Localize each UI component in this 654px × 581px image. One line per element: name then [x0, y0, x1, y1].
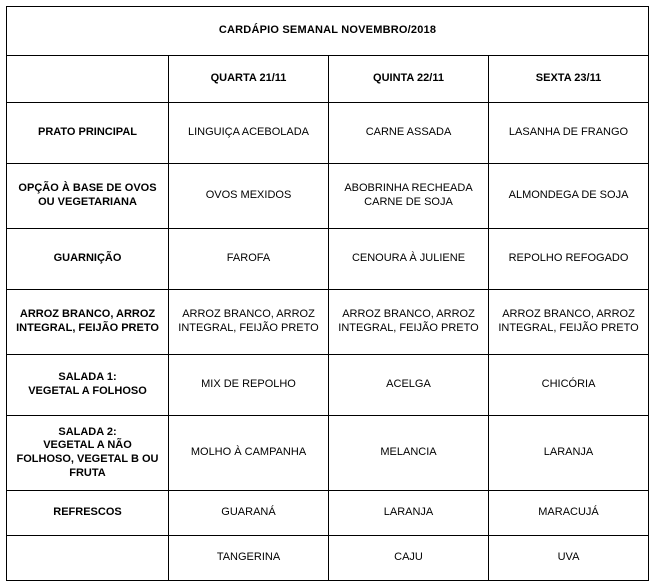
- cell-guarnicao-quinta: CENOURA À JULIENE: [329, 229, 489, 290]
- row-label-refrescos: REFRESCOS: [7, 491, 169, 536]
- cell-salada-1-quinta: ACELGA: [329, 355, 489, 416]
- table-title-row: [7, 7, 649, 56]
- cell-salada-1-sexta: CHICÓRIA: [489, 355, 649, 416]
- cell-arroz-feijao-quarta: ARROZ BRANCO, ARROZ INTEGRAL, FEIJÃO PRETO: [169, 290, 329, 355]
- corner-cell: [7, 56, 169, 103]
- row-label-arroz-feijao-line1: ARROZ BRANCO, ARROZ: [19, 308, 156, 321]
- cell-refrescos-2-quarta: TANGERINA: [169, 536, 329, 581]
- cell-salada-2-sexta: LARANJA: [489, 416, 649, 491]
- table-row: [7, 229, 649, 290]
- row-label-arroz-feijao: [7, 290, 169, 355]
- cell-salada-1-quarta: MIX DE REPOLHO: [169, 355, 329, 416]
- cell-prato-principal-quarta: LINGUIÇA ACEBOLADA: [169, 103, 329, 164]
- cell-arroz-feijao-sexta: ARROZ BRANCO, ARROZ INTEGRAL, FEIJÃO PRETO: [489, 290, 649, 355]
- cell-guarnicao-quarta: FAROFA: [169, 229, 329, 290]
- table-row: [7, 491, 649, 536]
- cell-salada-2-quinta: MELANCIA: [329, 416, 489, 491]
- cell-salada-2-quarta: MOLHO À CAMPANHA: [169, 416, 329, 491]
- table-header-row: [7, 56, 649, 103]
- cell-opcao-ovos-quinta-line2: CARNE DE SOJA: [364, 196, 453, 208]
- row-label-salada-1-line1: SALADA 1:: [58, 371, 117, 384]
- table-row: [7, 290, 649, 355]
- cell-arroz-feijao-quinta: ARROZ BRANCO, ARROZ INTEGRAL, FEIJÃO PRETO: [329, 290, 489, 355]
- cell-guarnicao-sexta: REPOLHO REFOGADO: [489, 229, 649, 290]
- table-row: [7, 416, 649, 491]
- table-row: [7, 536, 649, 581]
- row-label-refrescos-empty: [7, 536, 169, 581]
- row-label-prato-principal: PRATO PRINCIPAL: [7, 103, 169, 164]
- cell-opcao-ovos-quinta-line1: ABOBRINHA RECHEADA: [344, 182, 473, 195]
- row-label-opcao-ovos-line2: OU VEGETARIANA: [38, 196, 137, 208]
- cell-opcao-ovos-quarta: OVOS MEXIDOS: [169, 164, 329, 229]
- cell-prato-principal-sexta: LASANHA DE FRANGO: [489, 103, 649, 164]
- cell-refrescos-1-sexta: MARACUJÁ: [489, 491, 649, 536]
- cell-opcao-ovos-sexta: ALMONDEGA DE SOJA: [489, 164, 649, 229]
- cell-refrescos-1-quarta: GUARANÁ: [169, 491, 329, 536]
- row-label-salada-2-line4: FRUTA: [69, 466, 106, 479]
- day-header-thursday: QUINTA 22/11: [329, 56, 489, 103]
- cell-refrescos-2-quinta: CAJU: [329, 536, 489, 581]
- row-label-arroz-feijao-line2: INTEGRAL, FEIJÃO PRETO: [16, 322, 159, 334]
- table-row: [7, 103, 649, 164]
- row-label-opcao-ovos: [7, 164, 169, 229]
- row-label-salada-2-line2: VEGETAL A NÃO: [43, 439, 132, 452]
- cell-refrescos-2-sexta: UVA: [489, 536, 649, 581]
- table-row: [7, 164, 649, 229]
- cell-refrescos-1-quinta: LARANJA: [329, 491, 489, 536]
- row-label-salada-2: [7, 416, 169, 491]
- row-label-salada-1: [7, 355, 169, 416]
- row-label-salada-1-line2: VEGETAL A FOLHOSO: [28, 385, 147, 397]
- row-label-salada-2-line1: SALADA 2:: [58, 425, 117, 438]
- row-label-guarnicao: GUARNIÇÃO: [7, 229, 169, 290]
- cell-opcao-ovos-quinta: [329, 164, 489, 229]
- row-label-opcao-ovos-line1: OPÇÃO À BASE DE OVOS: [18, 182, 157, 195]
- day-header-wednesday: QUARTA 21/11: [169, 56, 329, 103]
- row-label-salada-2-line3: FOLHOSO, VEGETAL B OU: [16, 453, 159, 465]
- day-header-friday: SEXTA 23/11: [489, 56, 649, 103]
- table-row: [7, 355, 649, 416]
- cell-prato-principal-quinta: CARNE ASSADA: [329, 103, 489, 164]
- weekly-menu-table: [6, 6, 649, 581]
- page-title: CARDÁPIO SEMANAL NOVEMBRO/2018: [7, 7, 649, 56]
